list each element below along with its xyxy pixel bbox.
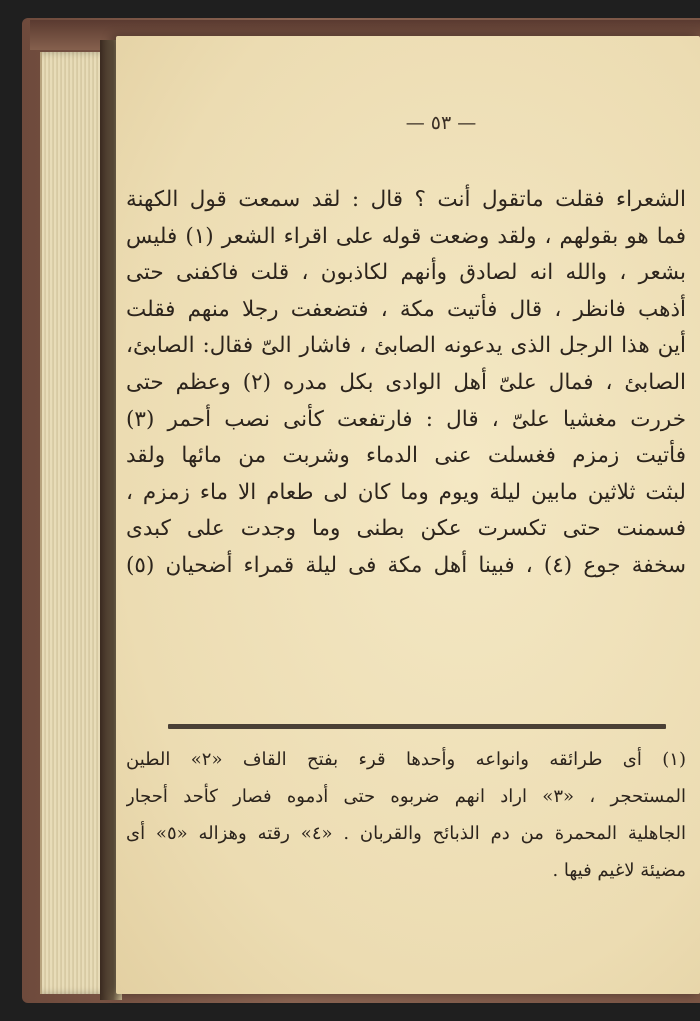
body-line: لبثت ثلاثين مابين ليلة ويوم وما كان لى طعام الا ماء زمزم ، bbox=[126, 479, 686, 505]
footnote-line: المستحجر ، «٣» اراد انهم ضربوه حتى أدموه فصار كأحد أحجار bbox=[126, 786, 686, 807]
body-line: فسمنت حتى تكسرت عكن بطنى وما وجدت على كبدى bbox=[126, 516, 686, 542]
body-line: بشعر ، والله انه لصادق وأنهم لكاذبون ، قلت فاكفنى حتى bbox=[126, 260, 686, 286]
footnote-line: الجاهلية المحمرة من دم الذبائح والقربان . «٤» رقته وهزاله «٥» أى bbox=[126, 823, 686, 844]
body-line: أين هذا الرجل الذى يدعونه الصابئ ، فاشار الىّ فقال: الصابئ، bbox=[126, 333, 686, 359]
body-line: سخفة جوع (٤) ، فبينا أهل مكة فى ليلة قمراء أضحيان (٥) bbox=[126, 552, 686, 578]
body-line: الشعراء فقلت ماتقول أنت ؟ قال : لقد سمعت قول الكهنة bbox=[126, 187, 686, 212]
footnote-line: (١) أى طرائقه وانواعه وأحدها قرء بفتح القاف «٢» الطين bbox=[126, 749, 686, 770]
book-page bbox=[116, 36, 700, 994]
body-line: أذهب فانظر ، قال فأتيت مكة ، فتضعفت رجلا منهم فقلت bbox=[126, 296, 686, 322]
footnote-separator bbox=[168, 724, 666, 729]
page-number: — ٥٣ — bbox=[405, 112, 477, 134]
body-line: خررت مغشيا علىّ ، قال : فارتفعت كأنى نصب أحمر (٣) bbox=[126, 406, 686, 432]
body-line: فأتيت زمزم فغسلت عنى الدماء وشربت من مائها ولقد bbox=[126, 443, 686, 469]
footnotes bbox=[126, 741, 686, 889]
body-line: الصابئ ، فمال علىّ أهل الوادى بكل مدره (٢) وعظم حتى bbox=[126, 369, 686, 395]
footnote-line: مضيئة لاغيم فيها . bbox=[552, 860, 686, 881]
body-line: فما هو بقولهم ، ولقد وضعت قوله على اقراء الشعر (١) فليس bbox=[126, 223, 686, 249]
body-text bbox=[126, 182, 686, 585]
